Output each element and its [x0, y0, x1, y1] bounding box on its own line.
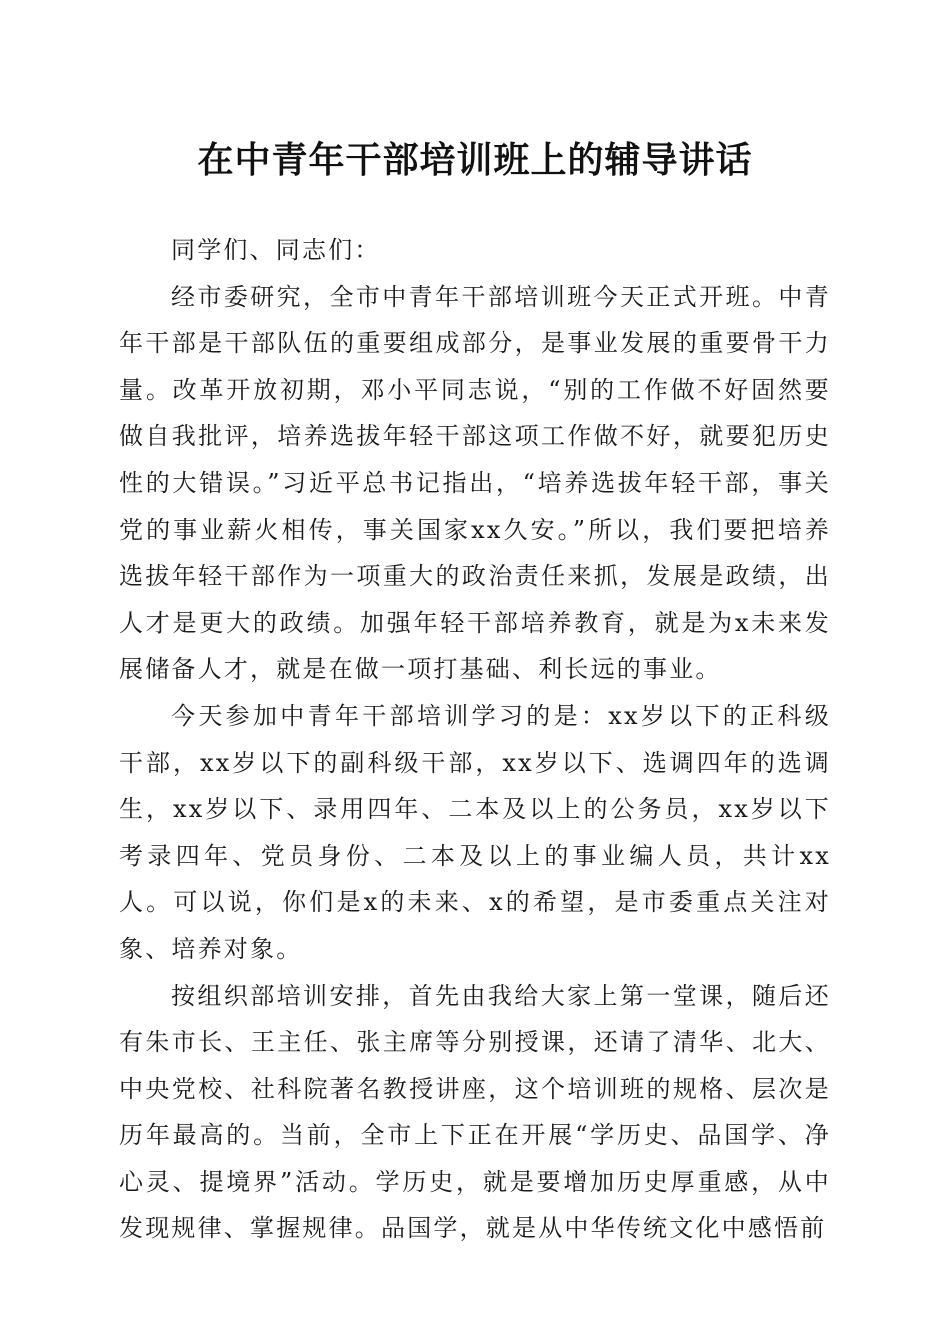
paragraph-3: 按组织部培训安排，首先由我给大家上第一堂课，随后还有朱市长、王主任、张主席等分别授课，还请了清华、北大、中央党校、社科院著名教授讲座，这个培训班的规格、层次是历年最高的。当前，全市上下正在开展“学历史、品国学、净心灵、提境界”活动。学历史，就是要增加历史厚重感，从中发现规律、掌握规律。品国学，就是从中华传统文化中感悟前 [119, 981, 831, 1243]
salutation: 同学们、同志们： [171, 236, 381, 264]
document-title: 在中青年干部培训班上的辅导讲话 [197, 139, 753, 181]
paragraph-2: 今天参加中青年干部培训学习的是：xx岁以下的正科级干部，xx岁以下的副科级干部，xx岁以下、选调四年的选调生，xx岁以下、录用四年、二本及以上的公务员，xx岁以下考录四年、党员身份、二本及以上的事业编人员，共计xx人。可以说，你们是x的未来、x的希望，是市委重点关注对象、培养对象。 [119, 701, 831, 963]
paragraph-1: 经市委研究，全市中青年干部培训班今天正式开班。中青年干部是干部队伍的重要组成部分，是事业发展的重要骨干力量。改革开放初期，邓小平同志说，“别的工作做不好固然要做自我批评，培养选拔年轻干部这项工作做不好，就要犯历史性的大错误。”习近平总书记指出，“培养选拔年轻干部，事关党的事业薪火相传，事关国家xx久安。”所以，我们要把培养选拔年轻干部作为一项重大的政治责任来抓，发展是政绩，出人才是更大的政绩。加强年轻干部培养教育，就是为x未来发展储备人才，就是在做一项打基础、利长远的事业。 [119, 282, 831, 684]
document-body [119, 227, 831, 1252]
